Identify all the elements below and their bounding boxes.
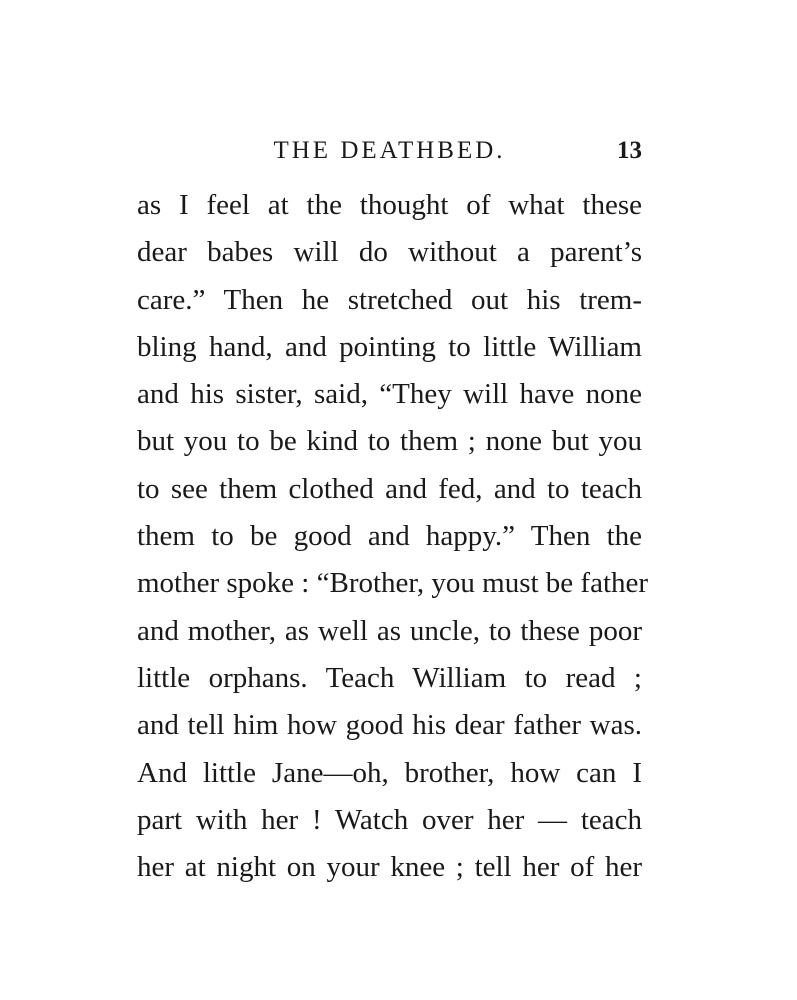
text-line: bling hand, and pointing to little William <box>137 330 642 363</box>
text-line: and his sister, said, “They will have none <box>137 378 642 411</box>
running-title: THE DEATHBED. <box>273 137 506 164</box>
text-line: and tell him how good his dear father was. <box>137 709 642 742</box>
text-line: them to be good and happy.” Then the <box>137 520 642 553</box>
page-number: 13 <box>617 137 642 164</box>
text-line: mother spoke : “Brother, you must be father <box>137 567 649 600</box>
text-line: part with her ! Watch over her — teach <box>137 803 642 836</box>
body-text <box>137 182 649 891</box>
text-line: care.” Then he stretched out his trem- <box>137 283 642 316</box>
text-line: dear babes will do without a parent’s <box>137 236 642 269</box>
running-head <box>137 133 642 169</box>
text-line: and mother, as well as uncle, to these poor <box>137 614 642 647</box>
text-line: to see them clothed and fed, and to teach <box>137 472 642 505</box>
text-line: And little Jane—oh, brother, how can I <box>137 756 642 789</box>
text-line: little orphans. Teach William to read ; <box>137 661 642 694</box>
text-line: but you to be kind to them ; none but you <box>137 425 642 458</box>
text-line: as I feel at the thought of what these <box>137 189 642 221</box>
text-line: her at night on your knee ; tell her of her <box>137 851 642 884</box>
